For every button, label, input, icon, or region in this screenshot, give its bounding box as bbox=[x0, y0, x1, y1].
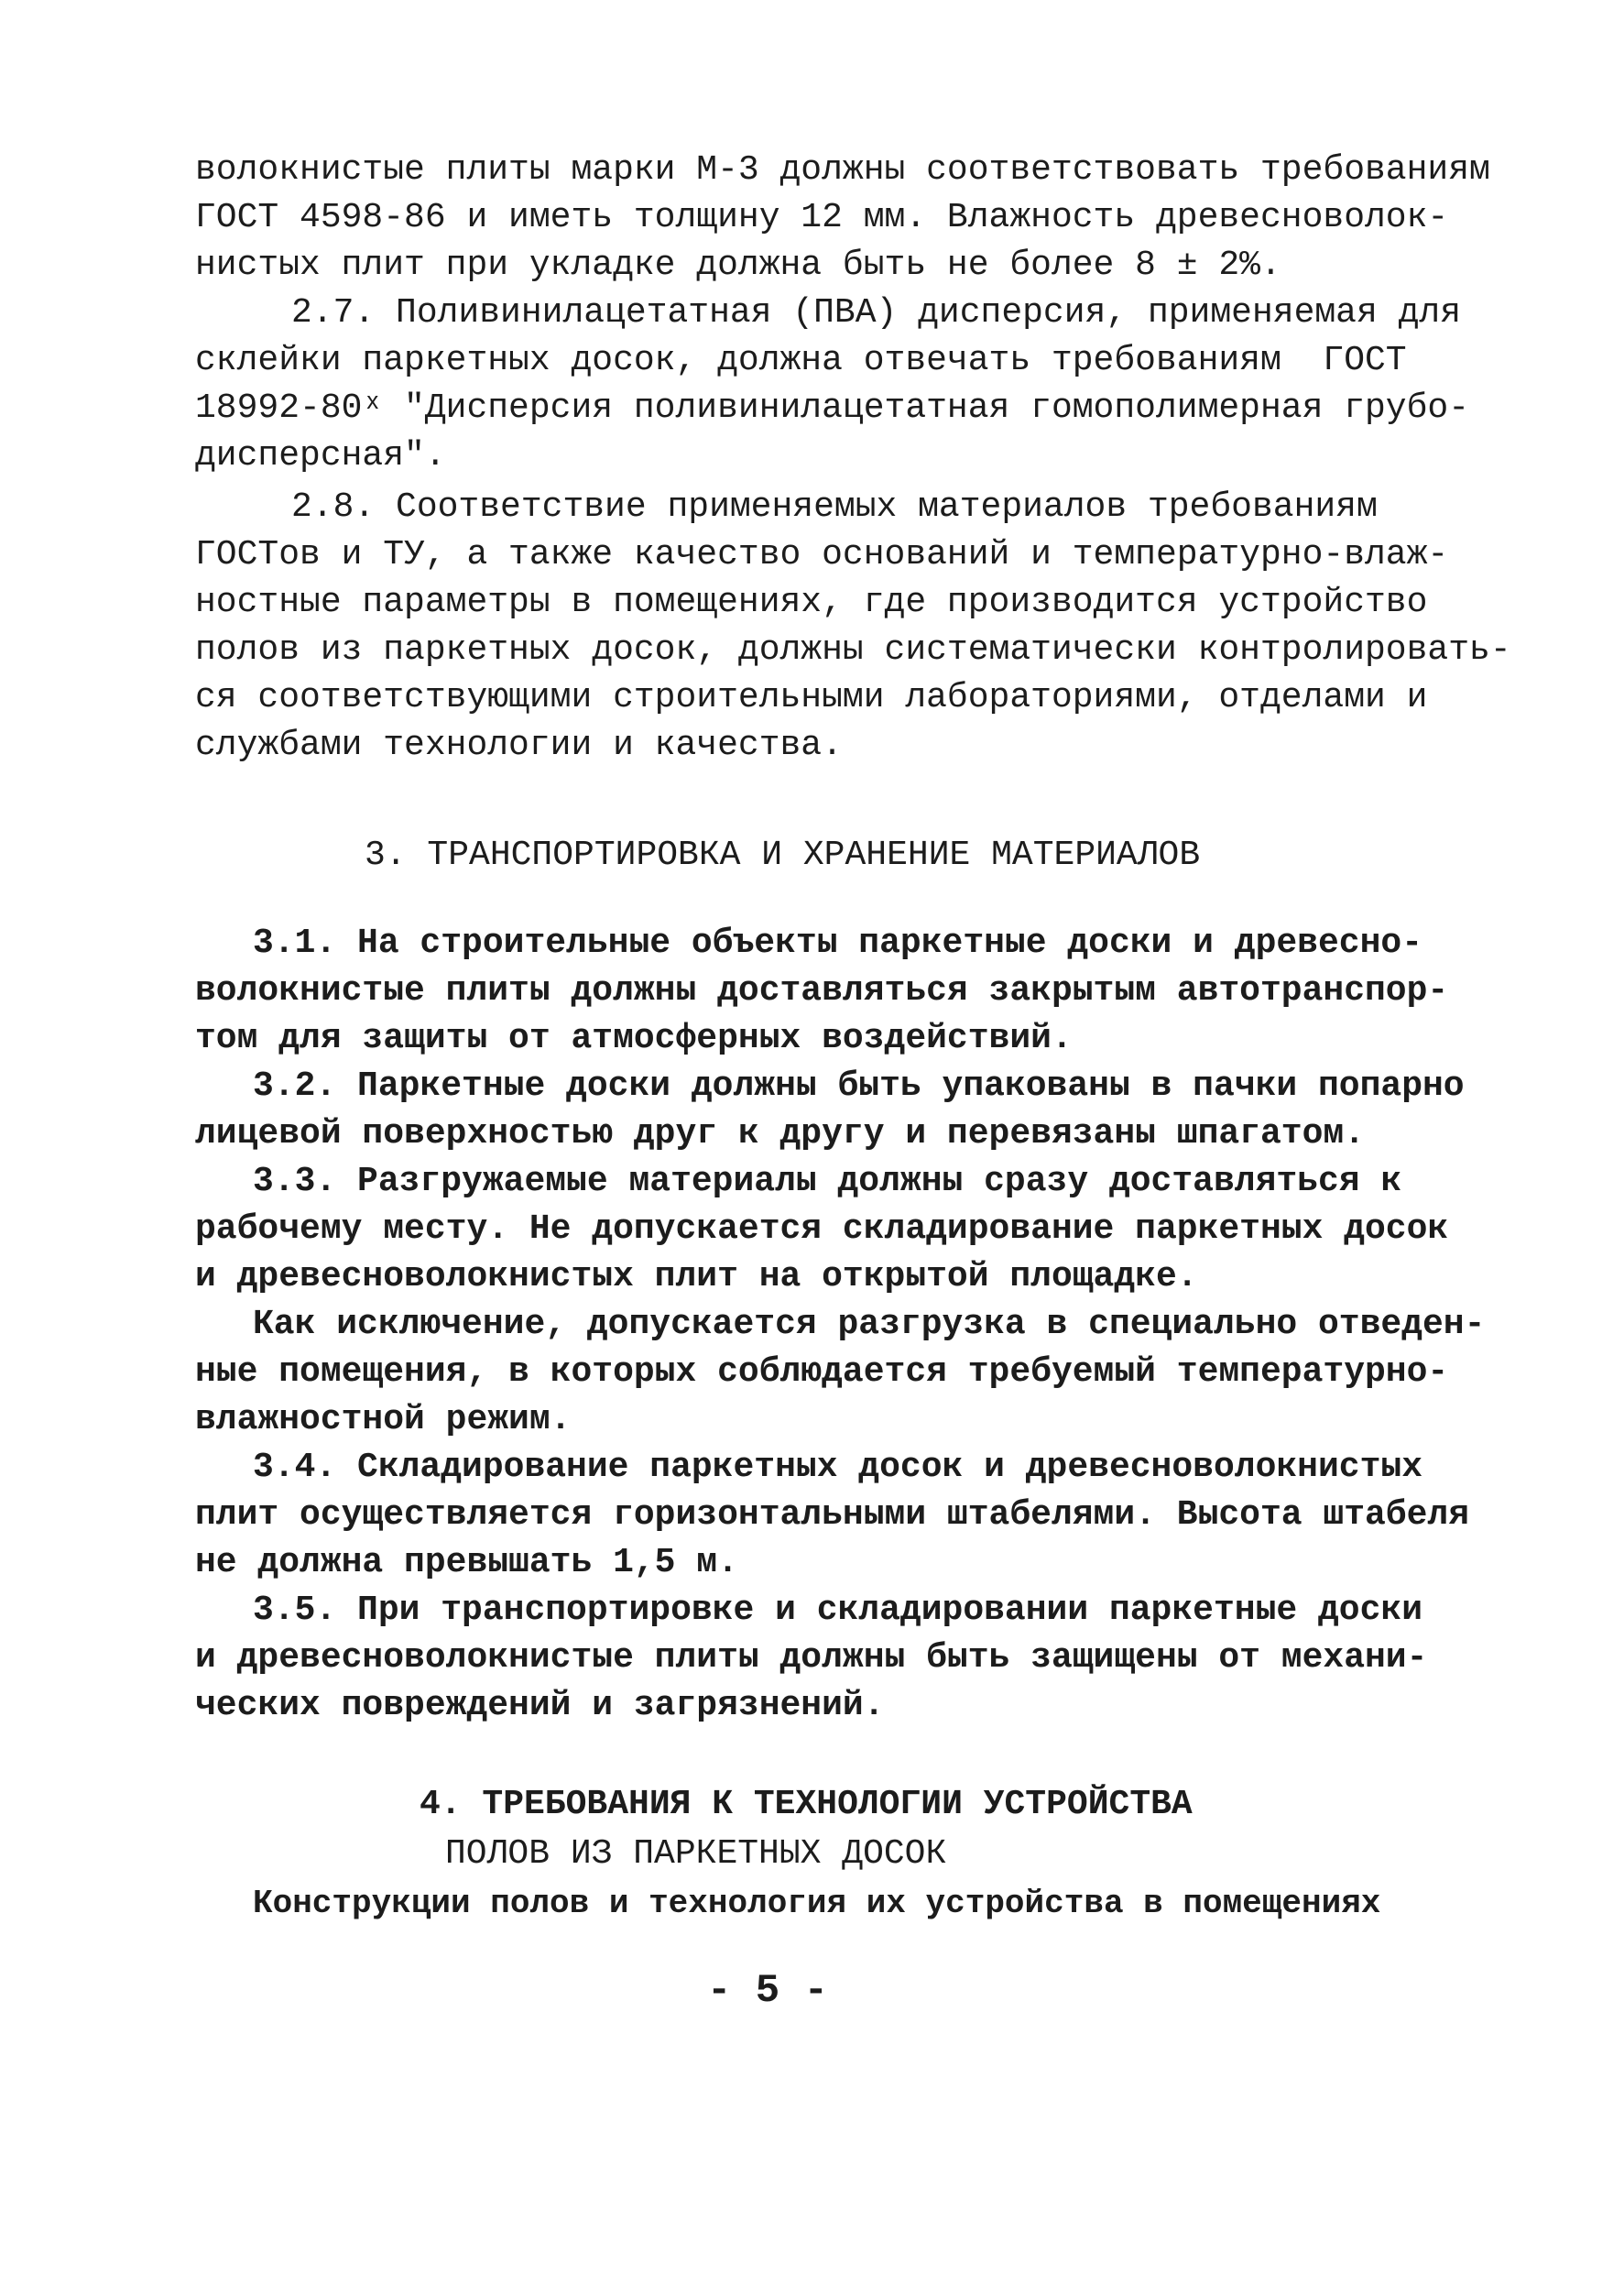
paragraph-2-8-line: 2.8. Соответствие применяемых материалов требованиям bbox=[291, 487, 1378, 527]
paragraph-3-5-line: ческих повреждений и загрязнений. bbox=[195, 1686, 885, 1725]
section-4-heading: 4. ТРЕБОВАНИЯ К ТЕХНОЛОГИИ УСТРОЙСТВА bbox=[420, 1785, 1193, 1824]
paragraph-3-1-line: 3.1. На строительные объекты паркетные доски и древесно- bbox=[253, 924, 1423, 963]
paragraph-3-2-line: 3.2. Паркетные доски должны быть упакованы в пачки попарно bbox=[253, 1066, 1465, 1106]
paragraph-3-2-line: лицевой поверхностью друг к другу и перевязаны шпагатом. bbox=[195, 1114, 1366, 1153]
paragraph-3-5-line: 3.5. При транспортировке и складировании паркетные доски bbox=[253, 1591, 1423, 1630]
paragraph-3-5-line: и древесноволокнистые плиты должны быть защищены от механи- bbox=[195, 1638, 1428, 1678]
section-4-heading-continued: ПОЛОВ ИЗ ПАРКЕТНЫХ ДОСОК bbox=[445, 1834, 947, 1874]
text-line: ГОСТ 4598-86 и иметь толщину 12 мм. Влажность древесноволок- bbox=[195, 198, 1449, 237]
text-line: волокнистые плиты марки М-3 должны соответствовать требованиям bbox=[195, 150, 1490, 190]
paragraph-2-7-line: склейки паркетных досок, должна отвечать требованиям ГОСТ bbox=[195, 341, 1407, 380]
paragraph-2-8-line: ностные параметры в помещениях, где производится устройство bbox=[195, 583, 1428, 622]
paragraph-2-7-line: 2.7. Поливинилацетатная (ПВА) дисперсия, применяемая для bbox=[291, 293, 1462, 333]
paragraph-2-8-line: службами технологии и качества. bbox=[195, 726, 843, 765]
paragraph-3-3b-line: влажностной режим. bbox=[195, 1400, 572, 1439]
text-line: Конструкции полов и технология их устройства в помещениях bbox=[253, 1885, 1381, 1922]
section-3-heading: 3. ТРАНСПОРТИРОВКА И ХРАНЕНИЕ МАТЕРИАЛОВ bbox=[365, 836, 1201, 875]
paragraph-2-7-line: дисперсная". bbox=[195, 436, 446, 476]
paragraph-2-7-line: 18992-80ˣ "Дисперсия поливинилацетатная гомополимерная грубо- bbox=[195, 388, 1470, 428]
paragraph-3-1-line: том для защиты от атмосферных воздействий. bbox=[195, 1019, 1073, 1058]
paragraph-3-3b-line: ные помещения, в которых соблюдается требуемый температурно- bbox=[195, 1352, 1449, 1392]
paragraph-2-8-line: ся соответствующими строительными лабораториями, отделами и bbox=[195, 678, 1428, 717]
paragraph-3-4-line: 3.4. Складирование паркетных досок и древесноволокнистых bbox=[253, 1448, 1423, 1487]
text-line: нистых плит при укладке должна быть не более 8 ± 2%. bbox=[195, 246, 1281, 285]
paragraph-2-8-line: ГОСТов и ТУ, а также качество оснований и температурно-влаж- bbox=[195, 535, 1449, 574]
paragraph-3-4-line: не должна превышать 1,5 м. bbox=[195, 1543, 738, 1582]
paragraph-3-3-line: рабочему месту. Не допускается складирование паркетных досок bbox=[195, 1209, 1449, 1249]
paragraph-3-1-line: волокнистые плиты должны доставляться закрытым автотранспор- bbox=[195, 971, 1449, 1011]
paragraph-3-3-line: 3.3. Разгружаемые материалы должны сразу доставляться к bbox=[253, 1162, 1402, 1201]
paragraph-2-8-line: полов из паркетных досок, должны систематически контролировать- bbox=[195, 630, 1511, 670]
paragraph-3-3b-line: Как исключение, допускается разгрузка в специально отведен- bbox=[253, 1305, 1486, 1344]
page-number: - 5 - bbox=[707, 1968, 829, 2014]
paragraph-3-3-line: и древесноволокнистых плит на открытой площадке. bbox=[195, 1257, 1198, 1296]
paragraph-3-4-line: плит осуществляется горизонтальными штабелями. Высота штабеля bbox=[195, 1495, 1470, 1535]
